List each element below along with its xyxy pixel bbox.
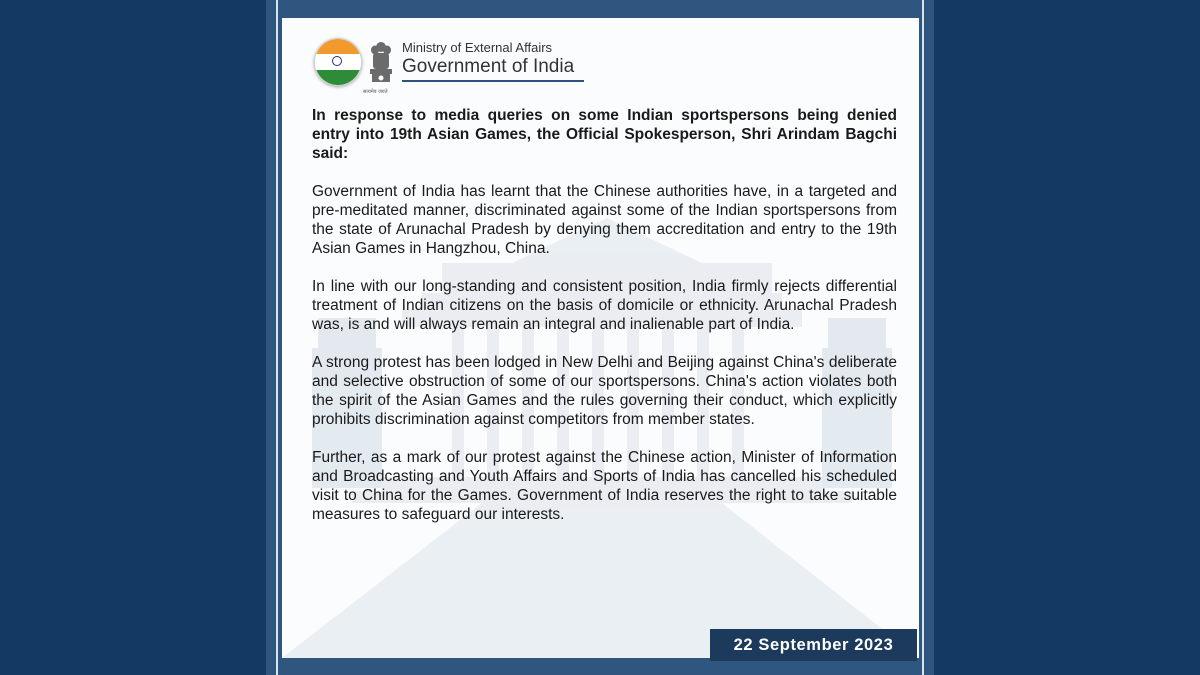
- statement-paragraph-3: A strong protest has been lodged in New Delhi and Beijing against China's deliberate and selective obstruction of some of our sportspersons. China's action violates both the spirit of the Asian Games and the rules governing their conduct, which explicitly prohibits discrimination against competitors from member states.: [312, 354, 897, 428]
- national-emblem-icon: [367, 40, 395, 88]
- ministry-header: [314, 38, 584, 104]
- frame-line-right: [922, 0, 924, 675]
- indian-flag-icon: [314, 38, 362, 86]
- statement-body: [312, 106, 897, 543]
- statement-lead: In response to media queries on some Indian sportspersons being denied entry into 19th Asian Games, the Official Spokesperson, Shri Arindam Bagchi said:: [312, 107, 897, 162]
- date-badge: 22 September 2023: [710, 629, 917, 661]
- government-name: Government of India: [402, 56, 575, 77]
- statement-card: [282, 18, 919, 658]
- statement-paragraph-4: Further, as a mark of our protest against the Chinese action, Minister of Information and Broadcasting and Youth Affairs and Sports of India has cancelled his scheduled visit to China for the Games. Government of India reserves the right to take suitable measures to safeguard our interests.: [312, 449, 897, 523]
- header-underline: [402, 80, 584, 82]
- statement-paragraph-2: In line with our long-standing and consistent position, India firmly rejects differential treatment of Indian citizens on the basis of domicile or ethnicity. Arunachal Pradesh was, is and will always remain an integral and inalienable part of India.: [312, 278, 897, 333]
- statement-paragraph-1: Government of India has learnt that the Chinese authorities have, in a targeted and pre-meditated manner, discriminated against some of the Indian sportspersons from the state of Arunachal Pradesh by denying them accreditation and entry to the 19th Asian Games in Hangzhou, China.: [312, 183, 897, 257]
- ministry-name: Ministry of External Affairs: [402, 40, 553, 55]
- emblem-caption: सत्यमेव जयते: [363, 89, 388, 95]
- frame-line-left: [276, 0, 278, 675]
